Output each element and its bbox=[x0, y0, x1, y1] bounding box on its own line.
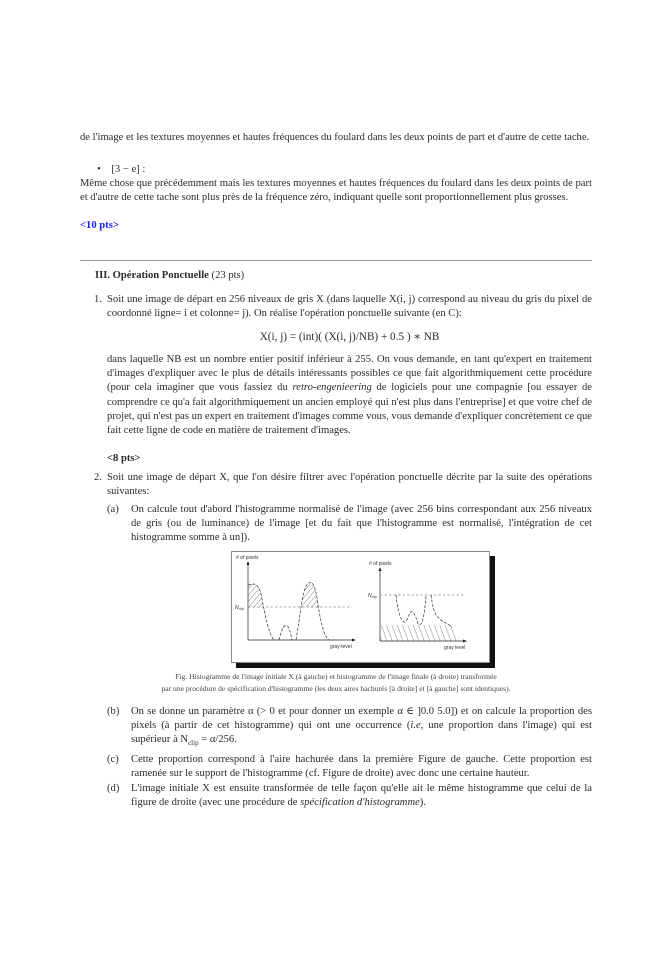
left-ylabel: # of pixels bbox=[236, 555, 259, 561]
section-heading bbox=[95, 269, 495, 283]
figure-caption-line-2: par une procédure de spécification d'histogramme (les deux aires hachurés [à droite] et [à gauche] sont identiques). bbox=[161, 684, 511, 693]
sub-b-label: (b) bbox=[107, 706, 120, 717]
explanation-italic: retro-engenieering bbox=[292, 382, 372, 394]
sub-b-text bbox=[131, 705, 592, 751]
figure-caption-line-1: Fig. Histogramme de l'image initiale X (à gauche) et histogramme de l'image finale (à droite) transformée bbox=[175, 672, 497, 681]
sub-b-text-mid: , une proportion dans l'image) qui est supérieur à N bbox=[131, 720, 592, 746]
histogram-figure bbox=[231, 551, 490, 663]
sub-b-italic: i.e bbox=[410, 720, 421, 732]
sub-d-label: (d) bbox=[107, 783, 120, 794]
bullet-text: Même chose que précédemment mais les textures moyennes et hautes fréquences du foulard dans les deux points de part et d'autre de cette tache sont plus près de la fréquence zéro, indiquant quelle sont proportionnellement plus grosses. bbox=[80, 178, 592, 204]
sub-c-text: Cette proportion correspond à l'aire hachurée dans la première Figure de gauche. Cette proportion est ramenée sur le support de l'histogramme (cf. Figure de droite) avec donc une certaine hauteur. bbox=[131, 754, 592, 780]
right-histogram bbox=[368, 561, 467, 651]
item-2-text: Soit une image de départ X, que l'on désire filtrer avec l'opération ponctuelle décrite par la suite des opérations suivantes: bbox=[107, 472, 592, 498]
sub-d-text-start: L'image initiale X est ensuite transformée de telle façon qu'elle ait le même histogramme que celui de la figure de droite (avec une procédure de bbox=[131, 783, 592, 809]
sub-b-text-end: = α/256. bbox=[198, 734, 237, 746]
item-2-number: 2. bbox=[94, 472, 102, 483]
sub-b-subscript: clip bbox=[188, 739, 199, 748]
sub-a-text: On calcule tout d'abord l'histogramme normalisé de l'image (avec 256 bins correspondant aux 256 niveaux de gris (ou de luminance) de l'image [et du fait que l'histogramme est normalisé, l'intégration de cet histogramme somme à un]). bbox=[131, 504, 592, 544]
right-xlabel: gray level bbox=[444, 645, 466, 651]
right-threshold-label: $N_{clip}$ bbox=[368, 593, 377, 599]
sub-d-text bbox=[131, 782, 592, 810]
sub-a-label: (a) bbox=[107, 504, 119, 515]
left-histogram bbox=[235, 555, 356, 650]
item-1-text: Soit une image de départ en 256 niveaux de gris X (dans laquelle X(i, j) correspond au niveau du gris du pixel de coordonné ligne= i et colonne= j). On réalise l'opération ponctuelle suivante (en C): bbox=[107, 294, 592, 320]
points-10: <10 pts> bbox=[80, 220, 119, 231]
explanation-text-end: de logiciels pour une compagnie [ou essayer de comprendre ce qu'a fait algorithmiquement un ancien employé qui n'est plus dans l'entreprise] et que votre chef de projet, qui n'est pas un expert en traitement d'images comme vous, vous demande d'expliquer concrètement ce que fait cette ligne de code en matière de traitement d'images. bbox=[107, 382, 592, 437]
item-1-number: 1. bbox=[94, 294, 102, 305]
sub-d-text-end: ). bbox=[419, 797, 426, 809]
item-1-explanation bbox=[107, 353, 592, 438]
section-points: (23 pts) bbox=[211, 270, 245, 281]
bullet-label: [3 − e] : bbox=[111, 164, 146, 175]
sub-c-label: (c) bbox=[107, 754, 119, 765]
section-divider bbox=[80, 260, 592, 261]
item-1-equation: X(i, j) = (int)( (X(i, j)/NB) + 0.5 ) ∗ NB bbox=[259, 331, 440, 343]
left-threshold-label: $N_{clip}$ bbox=[235, 605, 244, 611]
sub-d-italic: spécification d'histogramme bbox=[300, 797, 420, 809]
intro-paragraph: de l'image et les textures moyennes et hautes fréquences du foulard dans les deux points de part et d'autre de cette tache. bbox=[80, 132, 590, 143]
sub-b-text-start: On se donne un paramètre α (> 0 et pour donner un exemple α ∈ ]0.0 5.0]) et on calcule la proportion des pixels (à partir de cet histogramme) qui ont une occurrence ( bbox=[131, 706, 592, 732]
bullet-item bbox=[97, 163, 297, 177]
section-title: III. Opération Ponctuelle bbox=[95, 270, 209, 281]
left-xlabel: gray-level bbox=[330, 644, 352, 650]
explanation-text: dans laquelle NB est un nombre entier positif inférieur à 255. On vous demande, en tant qu'expert en traitement d'images d'expliquer avec le plus de détails intéressants possibles ce que fait algorithmiquement cette procédure (pour cela imaginer que vous fassiez du bbox=[107, 354, 592, 394]
points-8: <8 pts> bbox=[107, 453, 141, 464]
right-ylabel: # of pixels bbox=[369, 561, 392, 567]
histogram-diagram bbox=[232, 552, 489, 662]
bullet-marker: • bbox=[97, 164, 101, 175]
